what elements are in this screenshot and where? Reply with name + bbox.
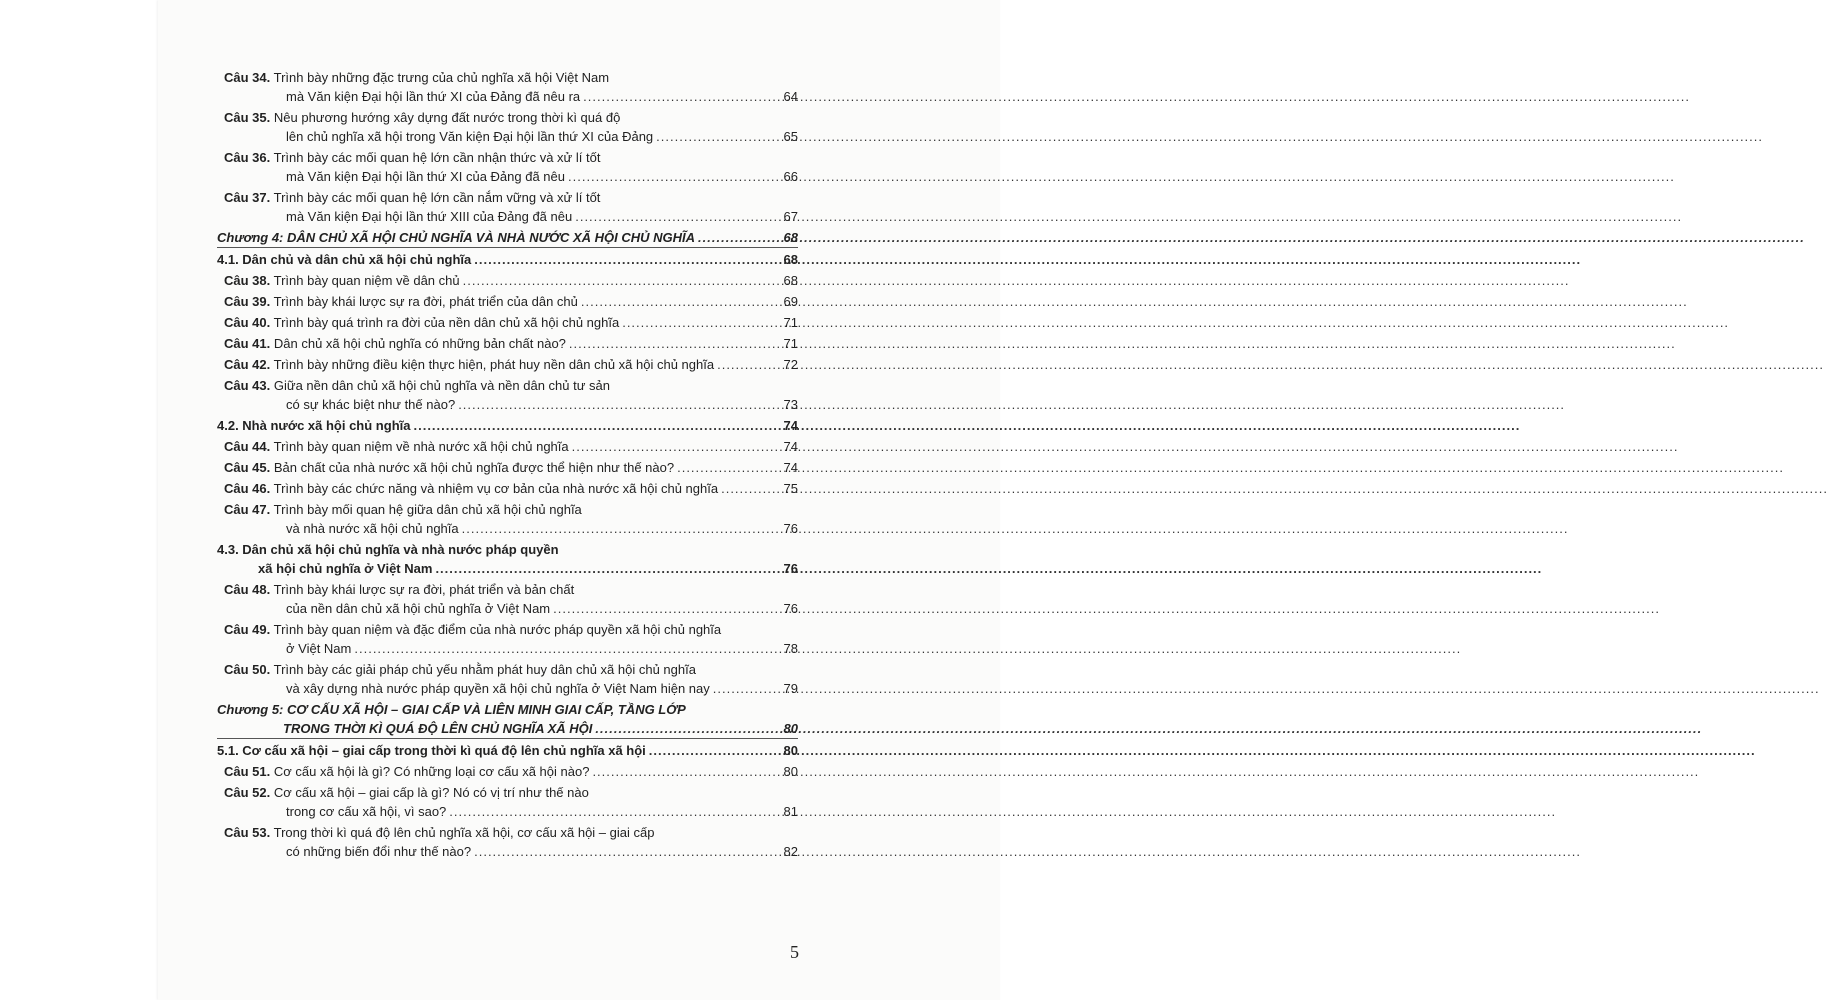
entry-text: Trình bày quan niệm về dân chủ	[273, 273, 460, 288]
leader-dots	[698, 228, 779, 247]
entry-text: 5.1. Cơ cấu xã hội – giai cấp trong thời kì quá độ lên chủ nghĩa xã hội	[217, 743, 646, 758]
page-ref: 66	[783, 169, 798, 184]
leader-dots	[553, 599, 779, 618]
toc-line	[192, 559, 798, 578]
toc-line	[192, 540, 798, 559]
toc-line	[192, 292, 798, 311]
entry-text: Trình bày những đặc trưng của chủ nghĩa xã hội Việt Nam	[273, 70, 610, 85]
toc-line	[192, 783, 798, 802]
leader-dots	[458, 395, 779, 414]
toc-section-entry	[192, 416, 798, 435]
question-number: Câu 46.	[224, 481, 271, 496]
page-ref: 80	[783, 743, 798, 758]
page-ref: 68	[783, 230, 798, 245]
entry-text: mà Văn kiện Đại hội lần thứ XI của Đảng đã nêu ra	[286, 89, 581, 104]
entry-text: Trong thời kì quá độ lên chủ nghĩa xã hội, cơ cấu xã hội – giai cấp	[273, 825, 655, 840]
toc-line	[217, 700, 798, 719]
entry-text: Trình bày quan niệm và đặc điểm của nhà nước pháp quyền xã hội chủ nghĩa	[273, 622, 722, 637]
entry-text: Trình bày những điều kiện thực hiện, phát huy nền dân chủ xã hội chủ nghĩa	[273, 357, 715, 372]
page-ref: 71	[783, 336, 798, 351]
page-ref: 76	[783, 521, 798, 536]
question-number: Câu 43.	[224, 378, 271, 393]
toc-line	[192, 639, 798, 658]
leader-dots	[572, 437, 779, 456]
entry-text: Nêu phương hướng xây dựng đất nước trong thời kì quá độ	[273, 110, 621, 125]
question-number: Câu 41.	[224, 336, 271, 351]
page-ref: 69	[783, 294, 798, 309]
toc-line	[192, 87, 798, 106]
entry-text: xã hội chủ nghĩa ở Việt Nam	[258, 561, 433, 576]
entry-text: ở Việt Nam	[286, 641, 352, 656]
page-ref: 80	[783, 721, 798, 736]
page-ref: 74	[783, 439, 798, 454]
toc-line	[217, 228, 798, 247]
toc-line	[192, 519, 798, 538]
question-number: Câu 40.	[224, 315, 271, 330]
page-ref: 81	[783, 804, 798, 819]
toc-line	[192, 437, 798, 456]
leader-dots	[656, 127, 779, 146]
entry-text: 4.3. Dân chủ xã hội chủ nghĩa và nhà nước pháp quyền	[217, 542, 559, 557]
entry-text: Cơ cấu xã hội – giai cấp là gì? Nó có vị trí như thế nào	[273, 785, 589, 800]
leader-dots	[622, 313, 779, 332]
leader-dots	[721, 479, 779, 498]
leader-dots	[592, 762, 779, 781]
toc-line	[192, 620, 798, 639]
entry-text: 4.2. Nhà nước xã hội chủ nghĩa	[217, 418, 411, 433]
question-number: Câu 52.	[224, 785, 271, 800]
question-number: Câu 42.	[224, 357, 271, 372]
question-number: Câu 50.	[224, 662, 271, 677]
toc-question-entry	[192, 479, 798, 498]
page-ref: 72	[783, 357, 798, 372]
toc-question-entry	[192, 376, 798, 414]
toc-line	[192, 250, 798, 269]
page-ref: 76	[783, 561, 798, 576]
toc-line	[192, 395, 798, 414]
page-ref: 82	[783, 844, 798, 859]
page-ref: 75	[783, 481, 798, 496]
page-ref: 64	[783, 89, 798, 104]
toc-question-entry	[192, 500, 798, 538]
table-of-contents	[192, 68, 798, 863]
entry-text: có sự khác biệt như thế nào?	[286, 397, 456, 412]
leader-dots	[713, 679, 779, 698]
question-number: Câu 44.	[224, 439, 271, 454]
leader-dots	[413, 416, 779, 435]
toc-line	[192, 679, 798, 698]
toc-question-entry	[192, 620, 798, 658]
toc-question-entry	[192, 458, 798, 477]
leader-dots	[583, 87, 779, 106]
leader-dots	[717, 355, 779, 374]
entry-text: Trình bày khái lược sự ra đời, phát triển và bản chất	[273, 582, 575, 597]
page-ref: 67	[783, 209, 798, 224]
toc-line	[192, 355, 798, 374]
toc-question-entry	[192, 660, 798, 698]
leader-dots	[595, 719, 779, 738]
toc-line	[192, 148, 798, 167]
toc-chapter-entry	[217, 228, 798, 248]
entry-text: Giữa nền dân chủ xã hội chủ nghĩa và nền dân chủ tư sản	[273, 378, 611, 393]
entry-text: Trình bày các chức năng và nhiệm vụ cơ bản của nhà nước xã hội chủ nghĩa	[273, 481, 719, 496]
toc-question-entry	[192, 783, 798, 821]
leader-dots	[435, 559, 779, 578]
entry-text: Trình bày khái lược sự ra đời, phát triển của dân chủ	[273, 294, 578, 309]
toc-section-entry	[192, 540, 798, 578]
entry-text: Trình bày quá trình ra đời của nền dân chủ xã hội chủ nghĩa	[273, 315, 620, 330]
page-ref: 79	[783, 681, 798, 696]
question-number: Câu 35.	[224, 110, 271, 125]
toc-question-entry	[192, 108, 798, 146]
toc-section-entry	[192, 741, 798, 760]
toc-question-entry	[192, 580, 798, 618]
toc-line	[192, 271, 798, 290]
entry-text: và nhà nước xã hội chủ nghĩa	[286, 521, 459, 536]
page-ref: 68	[783, 273, 798, 288]
leader-dots	[581, 292, 779, 311]
entry-text: Chương 4: DÂN CHỦ XÃ HỘI CHỦ NGHĨA VÀ NHÀ NƯỚC XÃ HỘI CHỦ NGHĨA	[217, 230, 696, 245]
page-ref: 74	[783, 418, 798, 433]
toc-line	[192, 580, 798, 599]
toc-line	[192, 188, 798, 207]
toc-line	[192, 660, 798, 679]
entry-text: Trình bày các giải pháp chủ yếu nhằm phát huy dân chủ xã hội chủ nghĩa	[273, 662, 696, 677]
entry-text: của nền dân chủ xã hội chủ nghĩa ở Việt Nam	[286, 601, 551, 616]
entry-text: Chương 5: CƠ CẤU XÃ HỘI – GIAI CẤP VÀ LIÊN MINH GIAI CẤP, TẦNG LỚP	[217, 702, 686, 717]
toc-line	[192, 842, 798, 861]
toc-section-entry	[192, 250, 798, 269]
entry-text: trong cơ cấu xã hội, vì sao?	[286, 804, 447, 819]
entry-text: Trình bày quan niệm về nhà nước xã hội chủ nghĩa	[273, 439, 569, 454]
toc-line	[192, 68, 798, 87]
question-number: Câu 37.	[224, 190, 271, 205]
page-ref: 80	[783, 764, 798, 779]
toc-line	[192, 334, 798, 353]
leader-dots	[462, 519, 779, 538]
toc-line	[192, 802, 798, 821]
toc-line	[192, 599, 798, 618]
toc-line	[192, 500, 798, 519]
toc-line	[192, 458, 798, 477]
question-number: Câu 39.	[224, 294, 271, 309]
leader-dots	[474, 250, 779, 269]
toc-question-entry	[192, 292, 798, 311]
toc-question-entry	[192, 188, 798, 226]
toc-line	[192, 762, 798, 781]
leader-dots	[449, 802, 779, 821]
page-ref: 71	[783, 315, 798, 330]
toc-question-entry	[192, 437, 798, 456]
question-number: Câu 36.	[224, 150, 271, 165]
toc-question-entry	[192, 355, 798, 374]
question-number: Câu 47.	[224, 502, 271, 517]
leader-dots	[354, 639, 779, 658]
toc-question-entry	[192, 68, 798, 106]
toc-question-entry	[192, 313, 798, 332]
toc-line	[192, 108, 798, 127]
page-number: 5	[790, 942, 799, 962]
entry-text: Dân chủ xã hội chủ nghĩa có những bản chất nào?	[273, 336, 566, 351]
toc-line	[217, 719, 798, 738]
entry-text: và xây dựng nhà nước pháp quyền xã hội chủ nghĩa ở Việt Nam hiện nay	[286, 681, 710, 696]
toc-question-entry	[192, 334, 798, 353]
entry-text: có những biến đổi như thế nào?	[286, 844, 472, 859]
leader-dots	[569, 334, 779, 353]
entry-text: Cơ cấu xã hội là gì? Có những loại cơ cấu xã hội nào?	[273, 764, 590, 779]
question-number: Câu 45.	[224, 460, 271, 475]
toc-chapter-entry	[217, 700, 798, 739]
question-number: Câu 34.	[224, 70, 271, 85]
entry-text: Bản chất của nhà nước xã hội chủ nghĩa được thể hiện như thế nào?	[273, 460, 675, 475]
entry-text: mà Văn kiện Đại hội lần thứ XI của Đảng đã nêu	[286, 169, 565, 184]
leader-dots	[474, 842, 779, 861]
toc-question-entry	[192, 823, 798, 861]
leader-dots	[568, 167, 779, 186]
leader-dots	[575, 207, 779, 226]
question-number: Câu 51.	[224, 764, 271, 779]
page-ref: 76	[783, 601, 798, 616]
entry-text: mà Văn kiện Đại hội lần thứ XIII của Đảng đã nêu	[286, 209, 573, 224]
question-number: Câu 49.	[224, 622, 271, 637]
question-number: Câu 53.	[224, 825, 271, 840]
page-ref: 73	[783, 397, 798, 412]
toc-line	[192, 376, 798, 395]
toc-question-entry	[192, 762, 798, 781]
entry-text: Trình bày mối quan hệ giữa dân chủ xã hội chủ nghĩa	[273, 502, 582, 517]
toc-question-entry	[192, 148, 798, 186]
entry-text: 4.1. Dân chủ và dân chủ xã hội chủ nghĩa	[217, 252, 472, 267]
toc-question-entry	[192, 271, 798, 290]
entry-text: TRONG THỜI KÌ QUÁ ĐỘ LÊN CHỦ NGHĨA XÃ HỘI	[283, 721, 593, 736]
page-ref: 74	[783, 460, 798, 475]
question-number: Câu 38.	[224, 273, 271, 288]
leader-dots	[463, 271, 779, 290]
toc-line	[192, 823, 798, 842]
page-ref: 65	[783, 129, 798, 144]
toc-line	[192, 127, 798, 146]
entry-text: Trình bày các mối quan hệ lớn cần nắm vững và xử lí tốt	[273, 190, 601, 205]
leader-dots	[649, 741, 779, 760]
toc-line	[192, 167, 798, 186]
leader-dots	[677, 458, 779, 477]
toc-line	[192, 207, 798, 226]
toc-line	[192, 479, 798, 498]
toc-line	[192, 416, 798, 435]
entry-text: Trình bày các mối quan hệ lớn cần nhận thức và xử lí tốt	[273, 150, 601, 165]
page-ref: 68	[783, 252, 798, 267]
question-number: Câu 48.	[224, 582, 271, 597]
toc-line	[192, 313, 798, 332]
entry-text: lên chủ nghĩa xã hội trong Văn kiện Đại hội lần thứ XI của Đảng	[286, 129, 654, 144]
toc-line	[192, 741, 798, 760]
page-ref: 78	[783, 641, 798, 656]
